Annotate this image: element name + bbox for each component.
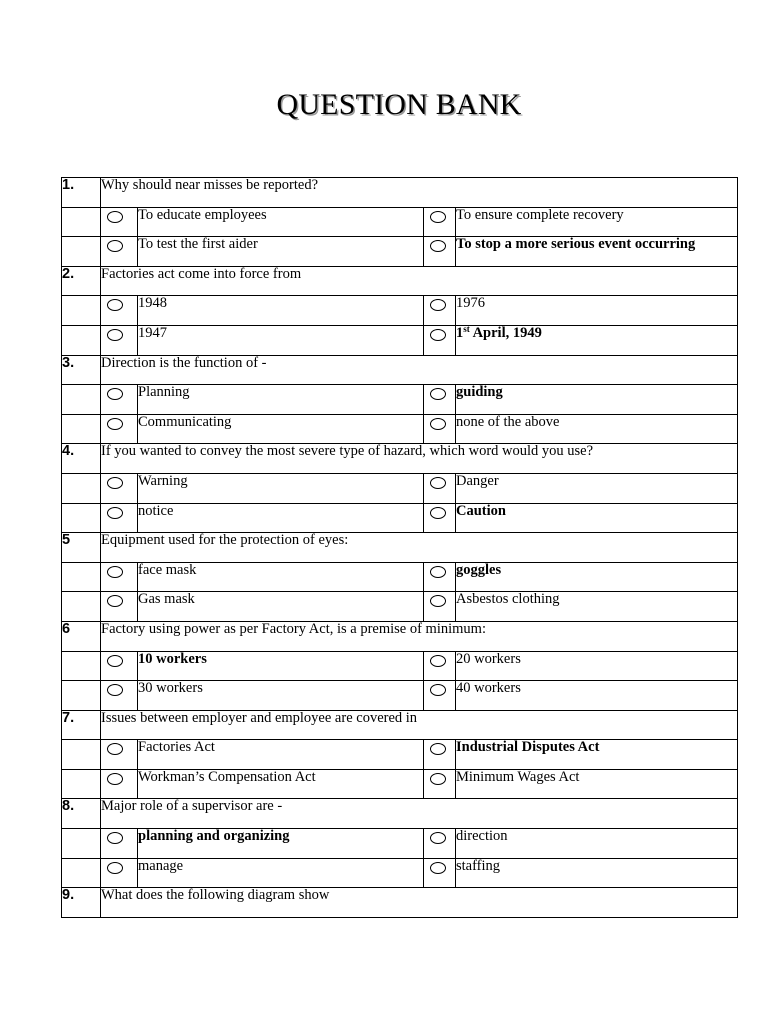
option-row [62, 325, 738, 355]
option-radio-button[interactable] [107, 477, 123, 489]
option-radio-button[interactable] [107, 862, 123, 874]
question-number: 4. [62, 444, 101, 474]
option-label: To educate employees [138, 207, 424, 237]
option-radio-cell [424, 385, 456, 415]
page-title: QUESTION BANK [276, 88, 522, 121]
option-row [62, 651, 738, 681]
option-radio-cell [101, 769, 138, 799]
option-label: Industrial Disputes Act [456, 740, 738, 770]
question-row [62, 355, 738, 385]
question-row [62, 266, 738, 296]
number-spacer [62, 325, 101, 355]
question-row [62, 533, 738, 563]
option-label-prefix: 1 [456, 324, 464, 341]
question-row [62, 178, 738, 208]
option-radio-cell [101, 237, 138, 267]
option-radio-cell [424, 237, 456, 267]
option-radio-button[interactable] [430, 566, 446, 578]
option-label: 40 workers [456, 681, 738, 711]
option-radio-cell [424, 829, 456, 859]
option-radio-button[interactable] [107, 507, 123, 519]
option-radio-button[interactable] [107, 329, 123, 341]
option-row [62, 592, 738, 622]
option-radio-button[interactable] [107, 240, 123, 252]
option-radio-cell [424, 562, 456, 592]
option-row [62, 740, 738, 770]
option-radio-button[interactable] [430, 655, 446, 667]
question-number: 7. [62, 710, 101, 740]
option-label: 1948 [138, 296, 424, 326]
option-label: Danger [456, 473, 738, 503]
option-radio-button[interactable] [107, 418, 123, 430]
option-label: Communicating [138, 414, 424, 444]
option-label: To test the first aider [138, 237, 424, 267]
option-row [62, 829, 738, 859]
number-spacer [62, 858, 101, 888]
option-radio-button[interactable] [430, 211, 446, 223]
number-spacer [62, 651, 101, 681]
question-number: 8. [62, 799, 101, 829]
option-label-superscript: st [463, 323, 470, 334]
question-number: 3. [62, 355, 101, 385]
option-radio-button[interactable] [107, 211, 123, 223]
number-spacer [62, 740, 101, 770]
question-number: 6 [62, 621, 101, 651]
option-radio-button[interactable] [430, 418, 446, 430]
option-radio-cell [101, 473, 138, 503]
number-spacer [62, 562, 101, 592]
question-text: Why should near misses be reported? [101, 178, 738, 208]
option-label: none of the above [456, 414, 738, 444]
option-radio-cell [424, 207, 456, 237]
option-radio-button[interactable] [107, 832, 123, 844]
option-radio-button[interactable] [107, 566, 123, 578]
option-row [62, 237, 738, 267]
question-row [62, 799, 738, 829]
option-label: guiding [456, 385, 738, 415]
option-radio-cell [424, 503, 456, 533]
option-radio-button[interactable] [107, 655, 123, 667]
option-label: direction [456, 829, 738, 859]
question-text: Factory using power as per Factory Act, is a premise of minimum: [101, 621, 738, 651]
question-text: Major role of a supervisor are - [101, 799, 738, 829]
option-row [62, 681, 738, 711]
number-spacer [62, 592, 101, 622]
option-radio-cell [101, 385, 138, 415]
option-label: Asbestos clothing [456, 592, 738, 622]
option-radio-button[interactable] [430, 595, 446, 607]
option-radio-cell [424, 651, 456, 681]
question-number: 9. [62, 888, 101, 918]
option-radio-cell [424, 325, 456, 355]
option-label: manage [138, 858, 424, 888]
question-text: What does the following diagram show [101, 888, 738, 918]
option-radio-cell [424, 592, 456, 622]
option-radio-button[interactable] [430, 299, 446, 311]
option-row [62, 503, 738, 533]
option-label: 1976 [456, 296, 738, 326]
number-spacer [62, 207, 101, 237]
option-label: face mask [138, 562, 424, 592]
option-radio-button[interactable] [430, 240, 446, 252]
option-row [62, 562, 738, 592]
option-label: goggles [456, 562, 738, 592]
option-radio-cell [101, 592, 138, 622]
option-radio-cell [424, 681, 456, 711]
option-radio-cell [101, 681, 138, 711]
option-label: 1947 [138, 325, 424, 355]
option-row [62, 858, 738, 888]
option-radio-cell [424, 858, 456, 888]
option-radio-button[interactable] [430, 773, 446, 785]
option-radio-button[interactable] [430, 743, 446, 755]
option-radio-cell [101, 414, 138, 444]
option-label: To ensure complete recovery [456, 207, 738, 237]
option-radio-cell [101, 858, 138, 888]
option-radio-button[interactable] [107, 773, 123, 785]
question-text: Factories act come into force from [101, 266, 738, 296]
option-radio-button[interactable] [107, 743, 123, 755]
option-radio-button[interactable] [430, 388, 446, 400]
question-row [62, 888, 738, 918]
option-radio-cell [101, 829, 138, 859]
number-spacer [62, 681, 101, 711]
option-row [62, 385, 738, 415]
option-radio-button[interactable] [430, 862, 446, 874]
option-radio-button[interactable] [107, 299, 123, 311]
question-text: If you wanted to convey the most severe type of hazard, which word would you use? [101, 444, 738, 474]
question-table [61, 177, 738, 918]
option-radio-cell [101, 740, 138, 770]
option-radio-button[interactable] [430, 329, 446, 341]
question-number: 1. [62, 178, 101, 208]
option-label: notice [138, 503, 424, 533]
option-radio-cell [101, 651, 138, 681]
option-radio-cell [101, 207, 138, 237]
question-text: Direction is the function of - [101, 355, 738, 385]
option-label: Planning [138, 385, 424, 415]
question-number: 5 [62, 533, 101, 563]
option-radio-cell [424, 473, 456, 503]
option-radio-cell [424, 769, 456, 799]
question-number: 2. [62, 266, 101, 296]
number-spacer [62, 829, 101, 859]
option-row [62, 207, 738, 237]
question-text: Equipment used for the protection of eyes: [101, 533, 738, 563]
option-radio-cell [101, 296, 138, 326]
option-radio-button[interactable] [430, 832, 446, 844]
question-row [62, 444, 738, 474]
question-row [62, 621, 738, 651]
option-radio-button[interactable] [430, 507, 446, 519]
number-spacer [62, 414, 101, 444]
option-radio-cell [101, 503, 138, 533]
number-spacer [62, 296, 101, 326]
option-label: Caution [456, 503, 738, 533]
option-label: staffing [456, 858, 738, 888]
question-row [62, 710, 738, 740]
option-label: To stop a more serious event occurring [456, 237, 738, 267]
option-radio-cell [424, 740, 456, 770]
option-row [62, 473, 738, 503]
option-radio-button[interactable] [430, 684, 446, 696]
option-label: 30 workers [138, 681, 424, 711]
number-spacer [62, 473, 101, 503]
option-radio-button[interactable] [107, 595, 123, 607]
option-label: Warning [138, 473, 424, 503]
option-label: 20 workers [456, 651, 738, 681]
option-label: Factories Act [138, 740, 424, 770]
option-radio-cell [101, 562, 138, 592]
number-spacer [62, 769, 101, 799]
option-radio-button[interactable] [107, 684, 123, 696]
option-radio-button[interactable] [107, 388, 123, 400]
number-spacer [62, 237, 101, 267]
option-radio-cell [101, 325, 138, 355]
option-label: Gas mask [138, 592, 424, 622]
option-label [456, 325, 738, 355]
option-label-rest: April, 1949 [469, 324, 542, 341]
option-label: planning and organizing [138, 829, 424, 859]
question-text: Issues between employer and employee are covered in [101, 710, 738, 740]
option-row [62, 414, 738, 444]
option-label: Workman’s Compensation Act [138, 769, 424, 799]
option-row [62, 296, 738, 326]
option-label: 10 workers [138, 651, 424, 681]
option-radio-cell [424, 414, 456, 444]
option-row [62, 769, 738, 799]
number-spacer [62, 503, 101, 533]
option-label: Minimum Wages Act [456, 769, 738, 799]
number-spacer [62, 385, 101, 415]
option-radio-cell [424, 296, 456, 326]
option-radio-button[interactable] [430, 477, 446, 489]
